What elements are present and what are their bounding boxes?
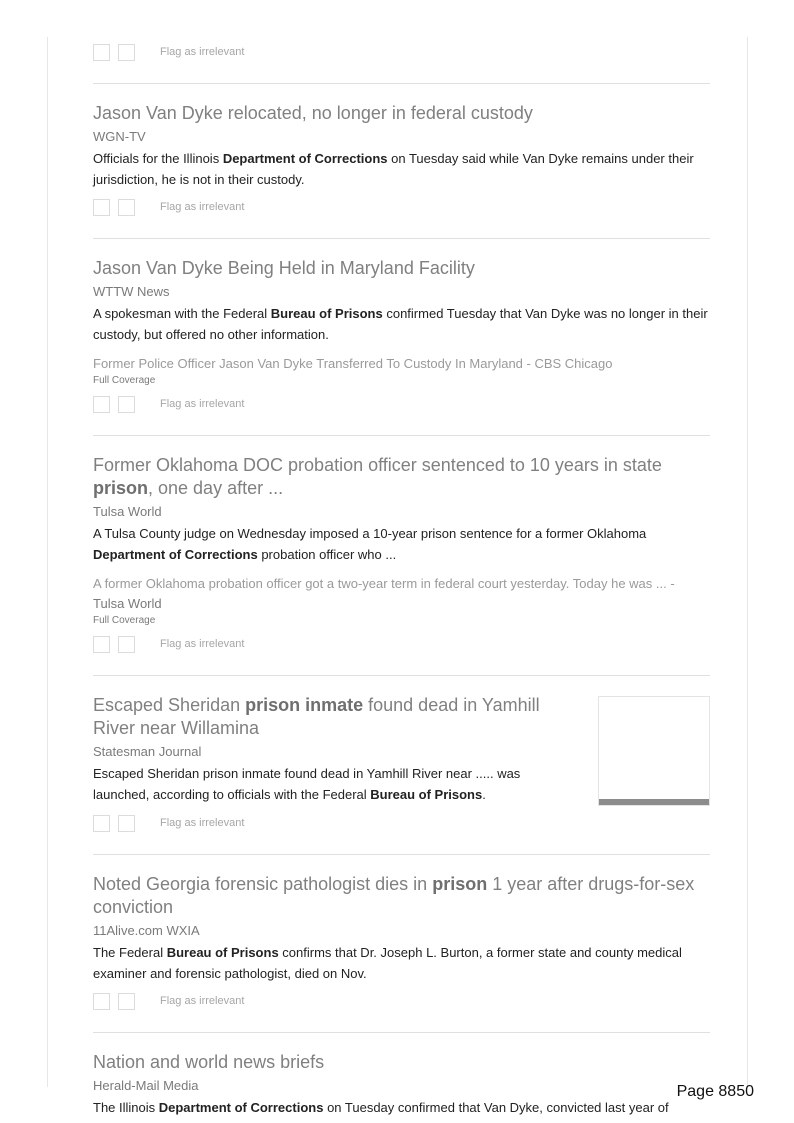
article-source: 11Alive.com WXIA [93,923,200,938]
flag-irrelevant-link[interactable]: Flag as irrelevant [160,398,245,410]
article-source: Tulsa World [93,504,162,519]
thumbs-up-box[interactable] [93,396,110,413]
divider [93,675,710,676]
divider [93,435,710,436]
related-article-link[interactable]: Former Police Officer Jason Van Dyke Transferred To Custody In Maryland - CBS Chicago [93,356,613,371]
flag-row [93,196,710,218]
flag-row [93,393,710,415]
thumbs-down-box[interactable] [118,44,135,61]
thumbs-up-box[interactable] [93,815,110,832]
divider [93,83,710,84]
thumbnail-bar [599,799,709,805]
article-item [93,257,710,415]
thumbs-down-box[interactable] [118,396,135,413]
article-thumbnail[interactable] [598,696,710,806]
article-snippet: The Illinois Department of Corrections on Tuesday confirmed that Van Dyke, convicted last year of [93,1100,669,1115]
article-snippet: Officials for the Illinois Department of Corrections on Tuesday said while Van Dyke remains under their jurisdiction, he is not in their custody. [93,151,694,187]
divider [93,1032,710,1033]
flag-irrelevant-link[interactable]: Flag as irrelevant [160,817,245,829]
thumbs-down-box[interactable] [118,199,135,216]
thumbs-down-box[interactable] [118,815,135,832]
flag-irrelevant-link[interactable]: Flag as irrelevant [160,638,245,650]
article-source: WGN-TV [93,129,146,144]
divider [93,238,710,239]
thumbs-down-box[interactable] [118,636,135,653]
article-item [93,694,710,834]
article-snippet: A Tulsa County judge on Wednesday imposed a 10-year prison sentence for a former Oklahoma Department of Corrections probation officer who ... [93,526,647,562]
flag-irrelevant-link[interactable]: Flag as irrelevant [160,201,245,213]
thumbs-up-box[interactable] [93,199,110,216]
article-title[interactable]: Former Oklahoma DOC probation officer sentenced to 10 years in state prison, one day after ... [93,455,662,498]
thumbs-down-box[interactable] [118,993,135,1010]
article-snippet: Escaped Sheridan prison inmate found dead in Yamhill River near ..... was launched, according to officials with the Federal Bureau of Prisons. [93,766,521,802]
thumbs-up-box[interactable] [93,993,110,1010]
article-title[interactable]: Jason Van Dyke Being Held in Maryland Facility [93,258,475,278]
flag-row [93,633,710,655]
full-coverage-link[interactable]: Full Coverage [93,375,156,386]
flag-row [93,41,710,63]
related-article-link[interactable]: A former Oklahoma probation officer got a two-year term in federal court yesterday. Today he was ... - Tulsa World [93,576,675,611]
article-source: Statesman Journal [93,744,202,759]
thumbs-up-box[interactable] [93,636,110,653]
article-item [93,1051,710,1118]
article-title[interactable]: Nation and world news briefs [93,1052,325,1072]
article-title[interactable]: Noted Georgia forensic pathologist dies in prison 1 year after drugs-for-sex conviction [93,874,695,917]
article-item [93,873,710,1012]
full-coverage-link[interactable]: Full Coverage [93,615,156,626]
flag-row [93,990,710,1012]
divider [93,854,710,855]
article-source: Herald-Mail Media [93,1078,199,1093]
flag-irrelevant-link[interactable]: Flag as irrelevant [160,46,245,58]
thumbs-up-box[interactable] [93,44,110,61]
article-item [93,454,710,655]
article-title[interactable]: Escaped Sheridan prison inmate found dead in Yamhill River near Willamina [93,695,540,738]
article-source: WTTW News [93,284,170,299]
flag-irrelevant-link[interactable]: Flag as irrelevant [160,995,245,1007]
article-title[interactable]: Jason Van Dyke relocated, no longer in federal custody [93,103,533,123]
flag-row [93,812,710,834]
page-number: Page 8850 [676,1083,754,1100]
article-snippet: A spokesman with the Federal Bureau of Prisons confirmed Tuesday that Van Dyke was no longer in their custody, but offered no other information. [93,306,708,342]
article-item [93,102,710,218]
article-snippet: The Federal Bureau of Prisons confirms that Dr. Joseph L. Burton, a former state and county medical examiner and forensic pathologist, died on Nov. [93,945,682,981]
article-list [93,37,710,1118]
